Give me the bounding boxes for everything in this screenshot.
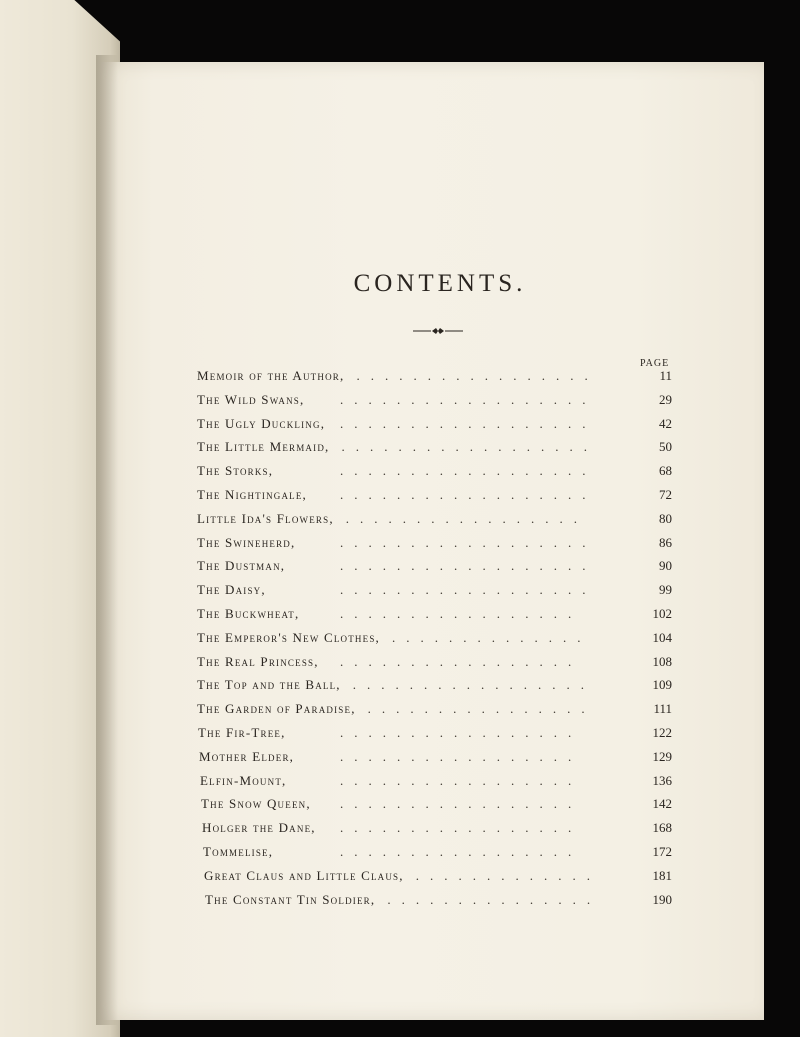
ornament-divider-icon [413,325,463,337]
toc-entry [0,487,800,509]
toc-entry-page: 99 [659,582,672,598]
toc-entry [0,582,800,604]
toc-entry [0,820,800,842]
toc-entry [0,511,800,533]
toc-entry-title: The Buckwheat, [197,606,300,621]
toc-entry-title: The Garden of Paradise, [197,701,356,717]
toc-entry [0,725,800,747]
dot-leader: ............... [387,891,602,907]
dot-leader: ................. [340,748,583,764]
toc-entry-page: 136 [652,772,672,788]
dot-leader: ................. [340,606,583,621]
toc-entry-title: Holger the Dane, [202,820,316,836]
toc-entry-page: 11 [659,368,672,383]
toc-entry-title: The Ugly Duckling, [197,415,326,431]
toc-entry-page: 90 [659,558,672,574]
toc-entry-title: Mother Elder, [199,748,295,764]
toc-entry-title: The Storks, [197,463,274,479]
toc-entry-page: 80 [659,510,672,526]
dot-leader: ................ [367,701,596,717]
toc-entry-page: 129 [652,748,672,764]
toc-entry [0,749,800,771]
dot-leader: ................. [352,677,596,693]
dot-leader: ................. [340,820,583,836]
toc-entry-title: The Emperor's New Clothes, [197,629,380,645]
toc-entry-page: 108 [652,653,672,669]
toc-entry [0,368,800,390]
dot-leader: .................. [340,582,597,598]
dot-leader: ................. [356,368,599,383]
toc-entry-title: The Real Princess, [197,653,319,669]
toc-entry-page: 142 [652,796,672,812]
toc-entry-title: The Daisy, [197,582,266,598]
toc-entry [0,606,800,628]
toc-entry [0,558,800,580]
toc-entry-page: 29 [659,391,672,407]
toc-entry [0,654,800,676]
toc-entry [0,535,800,557]
dot-leader: ................. [340,653,583,669]
toc-entry [0,463,800,485]
contents-heading: CONTENTS. [353,270,527,297]
toc-entry-page: 86 [659,534,672,550]
toc-entry-title: The Nightingale, [197,487,308,502]
toc-entry [0,439,800,461]
toc-entry-title: The Wild Swans, [197,391,305,407]
dot-leader: .................. [340,463,597,479]
toc-entry-page: 190 [652,891,672,907]
toc-entry-title: The Swineherd, [197,534,296,550]
toc-entry [0,416,800,438]
toc-entry-title: Tommelise, [203,844,274,859]
page-column-label: PAGE [640,358,670,369]
toc-entry [0,392,800,414]
dot-leader: .................. [340,487,597,502]
toc-entry-page: 181 [652,867,672,883]
toc-entry-page: 72 [659,487,672,502]
toc-entry-page: 168 [652,820,672,836]
toc-entry-title: Great Claus and Little Claus, [204,867,404,883]
dot-leader: .................. [340,415,597,431]
toc-entry [0,796,800,818]
dot-leader: .................. [340,391,597,407]
toc-entry-page: 109 [652,677,672,693]
toc-entry-title: Elfin-Mount, [200,772,287,788]
dot-leader: ................. [340,725,583,740]
dot-leader: ................. [340,796,583,812]
dot-leader: .................. [341,439,598,455]
dot-leader: ................. [345,510,589,526]
toc-entry-page: 42 [659,415,672,431]
toc-entry-page: 111 [653,701,672,717]
dot-leader: .................. [340,534,597,550]
dot-leader: ............. [415,867,601,883]
toc-entry-title: The Fir-Tree, [198,725,286,740]
toc-entry-page: 68 [659,463,672,479]
toc-entry-title: The Top and the Ball, [197,677,341,693]
dot-leader: .............. [392,629,592,645]
dot-leader: .................. [340,558,597,574]
toc-entry [0,844,800,866]
toc-entry [0,773,800,795]
dot-leader: ................. [340,844,583,859]
toc-entry-title: Memoir of the Author, [197,368,345,383]
toc-entry-page: 50 [659,439,672,455]
toc-entry-title: The Dustman, [197,558,286,574]
toc-entry [0,630,800,652]
toc-entry-page: 104 [652,629,672,645]
toc-entry-title: The Snow Queen, [201,796,311,812]
toc-entry-page: 172 [652,844,672,859]
dot-leader: ................. [340,772,583,788]
toc-entry-page: 122 [652,725,672,740]
toc-entry-title: The Little Mermaid, [197,439,330,455]
toc-entry-title: Little Ida's Flowers, [197,510,334,526]
toc-entry [0,701,800,723]
toc-entry [0,892,800,914]
toc-entry-page: 102 [652,606,672,621]
toc-entry [0,677,800,699]
toc-entry-title: The Constant Tin Soldier, [205,891,376,907]
toc-entry [0,868,800,890]
